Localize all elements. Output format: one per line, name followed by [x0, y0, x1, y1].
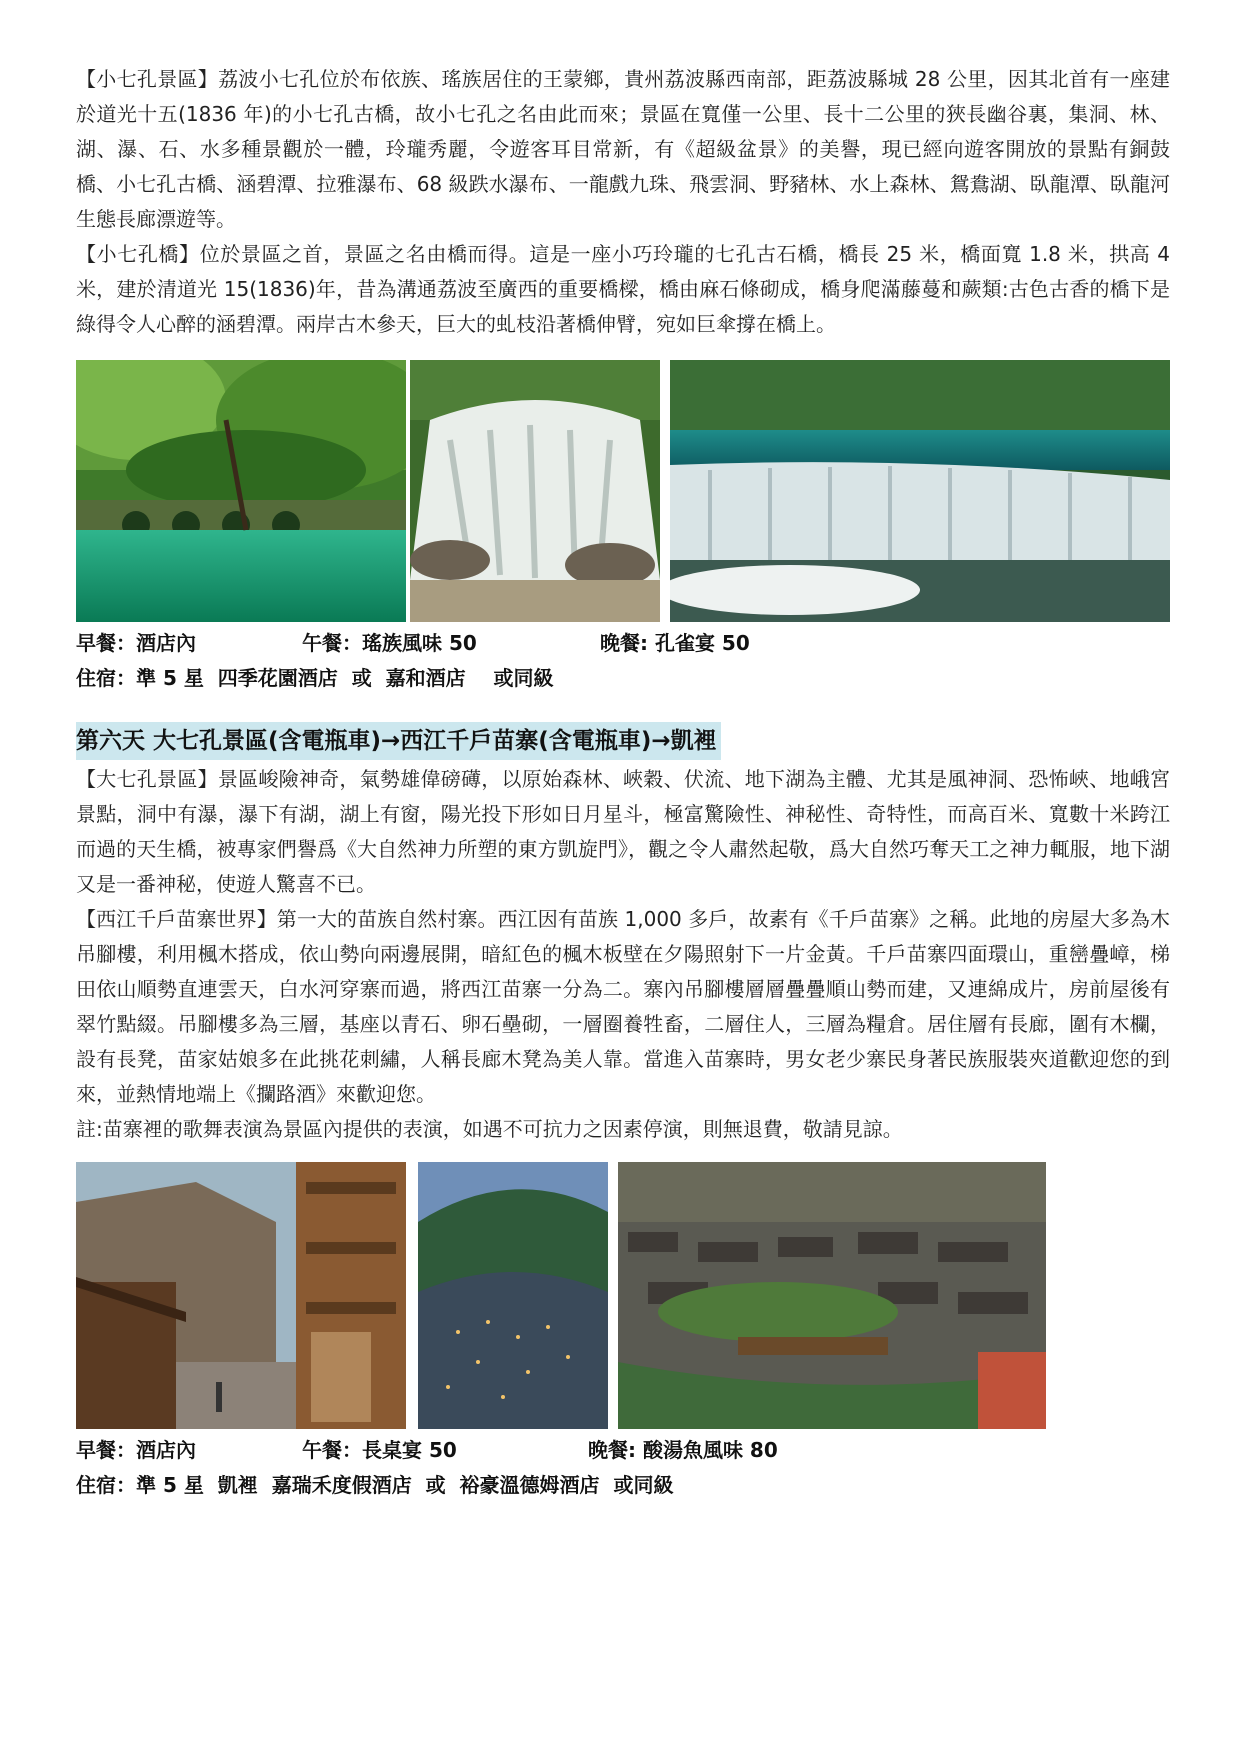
day6-lunch: 午餐：長桌宴 50: [302, 1438, 457, 1462]
itinerary-page: [76, 62, 1170, 1503]
stone-bridge-photo: [76, 360, 406, 622]
day5-lunch: 午餐：瑤族風味 50: [302, 631, 477, 655]
day6-meals-line: [76, 1433, 1170, 1468]
xijiang-paragraph: 【西江千戶苗寨世界】第一大的苗族自然村寨。西江因有苗族 1,000 多戶，故素有《千戶苗寨》之稱。此地的房屋大多為木吊腳樓，利用楓木搭成，依山勢向兩邊展開，暗紅色的楓木板壁在夕陽照射下一片金黃。千戶苗寨四面環山，重巒疊嶂，梯田依山順勢直連雲天，白水河穿寨而過，將西江苗寨一分為二。寨內吊腳樓層層疊疊順山勢而建，又連綿成片，房前屋後有翠竹點綴。吊腳樓多為三層，基座以青石、卵石壘砌，一層圈養牲畜，二層住人，三層為糧倉。居住層有長廊，圍有木欄，設有長凳，苗家姑娘多在此挑花刺繡，人稱長廊木凳為美人靠。當進入苗寨時，男女老少寨民身著民族服裝夾道歡迎您的到來，並熱情地端上《攔路酒》來歡迎您。: [76, 907, 1170, 1106]
day5-meals-line: [76, 626, 1170, 661]
day6-header: [76, 722, 1170, 760]
day6-photo-row: [76, 1162, 1170, 1429]
xiaoqikong-scenic-paragraph: 【小七孔景區】荔波小七孔位於布依族、瑤族居住的王蒙鄉，貴州荔波縣西南部，距荔波縣城 28 公里，因其北首有一座建於道光十五(1836 年)的小七孔古橋，故小七孔之名由此而來；景區在寬僅一公里、長十二公里的狹長幽谷裏，集洞、林、湖、瀑、石、水多種景觀於一體，玲瓏秀麗，令遊客耳目常新，有《超級盆景》的美譽，現已經向遊客開放的景點有銅鼓橋、小七孔古橋、涵碧潭、拉雅瀑布、68 級跌水瀑布、一龍戲九珠、飛雲洞、野豬林、水上森林、鴛鴦湖、臥龍潭、臥龍河生態長廊漂遊等。: [76, 67, 1170, 231]
day6-breakfast: 早餐：酒店內: [76, 1438, 196, 1462]
miao-village-street-photo: [76, 1162, 406, 1429]
day6-title: 第六天 大七孔景區(含電瓶車)→西江千戶苗寨(含電瓶車)→凱裡: [76, 722, 721, 760]
day5-lodging: 住宿：準 5 星 四季花園酒店 或 嘉和酒店 或同級: [76, 666, 554, 690]
cascade-waterfall-photo: [410, 360, 660, 622]
daqikong-paragraph: 【大七孔景區】景區峻險神奇，氣勢雄偉磅礡，以原始森林、峽穀、伏流、地下湖為主體、尤其是風神洞、恐怖峽、地峨宮景點，洞中有瀑，瀑下有湖，湖上有窗，陽光投下形如日月星斗，極富驚險性、神秘性、奇特性，而高百米、寬數十米跨江而過的天生橋，被專家們譽爲《大自然神力所塑的東方凱旋門》，觀之令人肅然起敬，爲大自然巧奪天工之神力輒服，地下湖又是一番神秘，使遊人驚喜不已。: [76, 767, 1170, 896]
day5-breakfast: 早餐：酒店內: [76, 631, 196, 655]
day5-photo-row: [76, 360, 1170, 622]
day6-lodging: 住宿：準 5 星 凱裡 嘉瑞禾度假酒店 或 裕豪溫德姆酒店 或同級: [76, 1473, 674, 1497]
wide-waterfall-photo: [670, 360, 1170, 622]
village-aerial-photo: [618, 1162, 1046, 1429]
day6-dinner: 晚餐: 酸湯魚風味 80: [588, 1438, 778, 1462]
note-paragraph: 註:苗寨裡的歌舞表演為景區內提供的表演，如遇不可抗力之因素停演，則無退費，敬請見諒。: [76, 1117, 903, 1141]
village-night-view-photo: [418, 1162, 608, 1429]
xiaoqikong-bridge-paragraph: 【小七孔橋】位於景區之首，景區之名由橋而得。這是一座小巧玲瓏的七孔古石橋，橋長 25 米，橋面寬 1.8 米，拱高 4 米，建於清道光 15(1836)年，昔為溝通荔波至廣西的重要橋樑，橋由麻石條砌成，橋身爬滿藤蔓和蕨類:古色古香的橋下是綠得令人心醉的涵碧潭。兩岸古木參天，巨大的虬枝沿著橋伸臂，宛如巨傘撐在橋上。: [76, 242, 1170, 336]
day5-dinner: 晚餐: 孔雀宴 50: [600, 631, 750, 655]
